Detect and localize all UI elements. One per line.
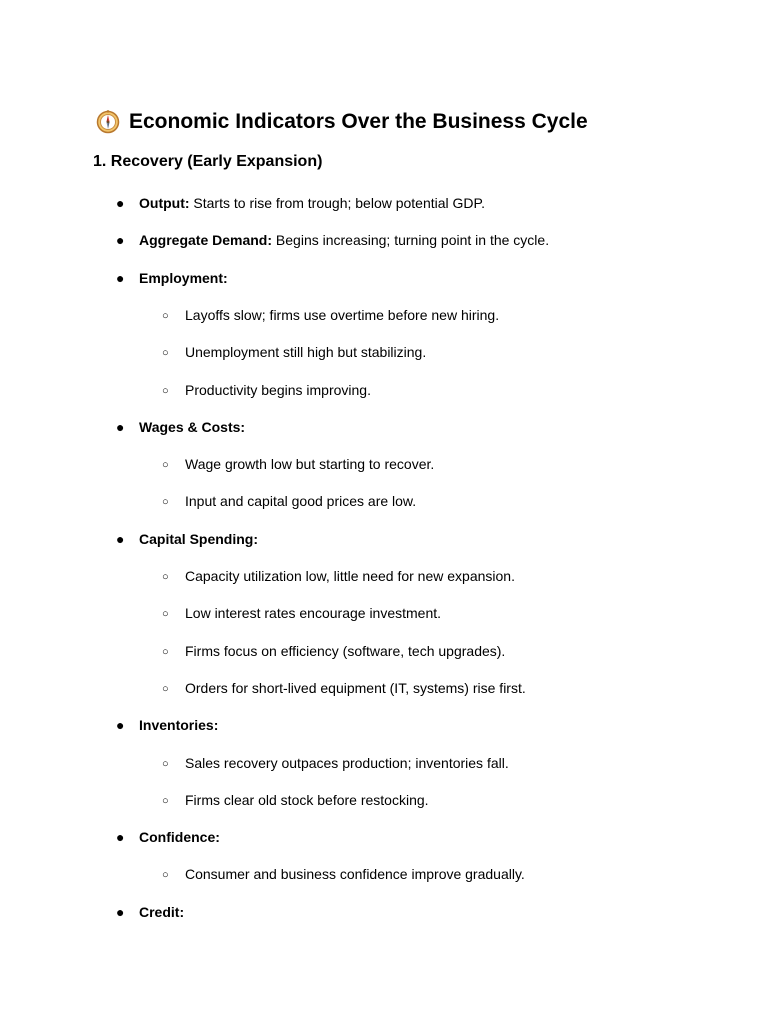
sub-list-item [162,678,526,700]
item-text: Firms clear old stock before restocking. [185,792,429,808]
hollow-bullet-icon: ○ [162,385,169,397]
document-title-text: Economic Indicators Over the Business Cycle [129,110,588,133]
list-item [116,902,184,922]
list-item [116,417,245,437]
sub-list-item [162,305,499,327]
item-label: Confidence: [139,829,220,845]
bullet-icon: ● [116,531,125,547]
hollow-bullet-icon: ○ [162,459,169,471]
item-label: Capital Spending: [139,531,258,547]
sub-list-item [162,864,525,886]
hollow-bullet-icon: ○ [162,869,169,881]
item-label: Aggregate Demand: [139,232,273,248]
hollow-bullet-icon: ○ [162,683,169,695]
item-label: Employment: [139,270,228,286]
item-label: Credit: [139,904,185,920]
document-title [96,107,588,137]
item-text: Starts to rise from trough; below potential GDP. [189,195,485,211]
item-text: Layoffs slow; firms use overtime before new hiring. [185,307,500,323]
hollow-bullet-icon: ○ [162,310,169,322]
bullet-icon: ● [116,232,125,248]
sub-list-item [162,790,429,812]
item-text: Wage growth low but starting to recover. [185,456,435,472]
item-text: Productivity begins improving. [185,382,371,398]
hollow-bullet-icon: ○ [162,795,169,807]
sub-list-item [162,454,434,476]
sub-list-item [162,491,416,513]
sub-list-item [162,603,441,625]
item-label: Output: [139,195,190,211]
list-item [116,529,258,549]
sub-list-item [162,342,426,364]
item-text: Unemployment still high but stabilizing. [185,344,427,360]
hollow-bullet-icon: ○ [162,571,169,583]
bullet-icon: ● [116,829,125,845]
list-item [116,193,485,213]
item-text: Low interest rates encourage investment. [185,605,442,621]
item-text: Input and capital good prices are low. [185,493,417,509]
item-text: Capacity utilization low, little need for new expansion. [185,568,515,584]
sub-list-item [162,380,371,402]
list-item [116,230,549,250]
list-item [116,715,218,735]
list-item [116,268,228,288]
item-label: Inventories: [139,717,219,733]
hollow-bullet-icon: ○ [162,758,169,770]
bullet-icon: ● [116,419,125,435]
item-text: Orders for short-lived equipment (IT, systems) rise first. [185,680,526,696]
bullet-icon: ● [116,904,125,920]
section-heading: 1. Recovery (Early Expansion) [93,153,323,170]
bullet-icon: ● [116,195,125,211]
item-text: Begins increasing; turning point in the cycle. [272,232,550,248]
hollow-bullet-icon: ○ [162,646,169,658]
hollow-bullet-icon: ○ [162,608,169,620]
bullet-icon: ● [116,270,125,286]
sub-list-item [162,753,509,775]
item-label: Wages & Costs: [139,419,246,435]
sub-list-item [162,641,505,663]
compass-icon [96,110,120,134]
bullet-icon: ● [116,717,125,733]
list-item [116,827,220,847]
hollow-bullet-icon: ○ [162,347,169,359]
sub-list-item [162,566,515,588]
item-text: Sales recovery outpaces production; inventories fall. [185,755,509,771]
item-text: Consumer and business confidence improve gradually. [185,866,525,882]
hollow-bullet-icon: ○ [162,496,169,508]
item-text: Firms focus on efficiency (software, tech upgrades). [185,643,506,659]
